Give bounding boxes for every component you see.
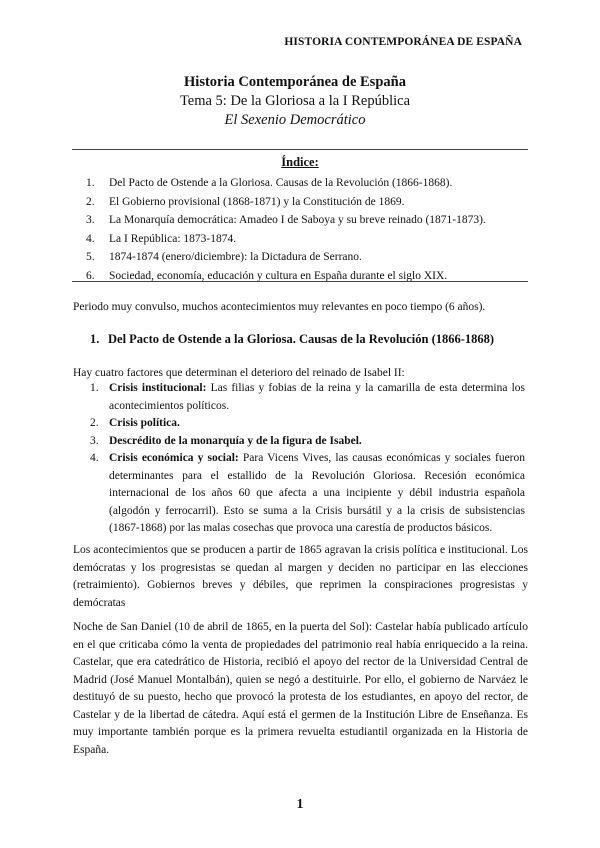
index-item (86, 174, 526, 193)
factor-bold: Crisis institucional: (109, 382, 207, 394)
title-block (0, 72, 600, 130)
body-paragraph-2: Noche de San Daniel (10 de abril de 1865, en la puerta del Sol): Castelar había publicado artículo en el que criticaba cómo la venta de propiedades del patrimonio real había enriquecido a la reina. Castelar, que era catedrático de Historia, recibió el apoyo del rector de la Universidad Central de Madrid (José Manuel Montalbán), quien se negó a destituirle. Por ello, el gobierno de Narváez le destituyó de su puesto, hecho que provocó la protesta de los estudiantes, en apoyo del rector, de Castelar y de la libertad de cátedra. Aquí está el germen de la Institución Libre de Enseñanza. Es muy importante también porque es la primera revuelta estudiantil organizada en la Historia de España. (73, 621, 528, 756)
factor-bold: Crisis política. (109, 417, 180, 429)
factor-item (90, 415, 525, 433)
page-number: 1 (296, 797, 304, 812)
factor-text: Las filias y fobias de la reina y la camarilla de esta determina los acontecimientos políticos. (109, 382, 525, 412)
index-item-text: La I República: 1873-1874. (109, 232, 237, 245)
index-item-text: La Monarquía democrática: Amadeo I de Saboya y su breve reinado (1871-1873). (109, 214, 486, 227)
section-heading-text: Del Pacto de Ostende a la Gloriosa. Causas de la Revolución (1866-1868) (108, 332, 495, 346)
index-item (86, 267, 526, 286)
document-subtitle-italic: El Sexenio Democrático (224, 112, 366, 128)
factor-text: Para Vicens Vives, las causas económicas y sociales fueron determinantes para el estallido de la Revolución Gloriosa. Recesión económica internacional de los años 60 que afecta a una incipiente y débil industria española (algodón y ferrocarril). Esto se suma a la Crisis bursátil y a la crisis de subsistencias (1867-1868) por las malas cosechas que provoca una carestía de productos básicos. (109, 452, 525, 534)
document-subtitle: Tema 5: De la Gloriosa a la I República (179, 93, 411, 109)
index-item-number: 5. (86, 251, 95, 264)
running-header: HISTORIA CONTEMPORÁNEA DE ESPAÑA (284, 36, 522, 48)
index-item (86, 193, 526, 212)
index-list (86, 174, 526, 286)
body-paragraph-1: Los acontecimientos que se producen a partir de 1865 agravan la crisis política e institucional. Los demócratas y los progresistas se quedan al margen y deciden no participar en las elecciones (retraimiento). Gobiernos breves y débiles, que reprimen la conspiraciones progresistas y demócratas (73, 544, 528, 609)
section-heading (90, 332, 530, 347)
index-item (86, 248, 526, 267)
index-item-text: 1874-1874 (enero/diciembre): la Dictadura de Serrano. (109, 251, 362, 264)
index-item-text: Del Pacto de Ostende a la Gloriosa. Causas de la Revolución (1866-1868). (109, 177, 453, 189)
factor-number: 3. (90, 434, 99, 447)
index-item-number: 1. (86, 177, 95, 189)
divider-bottom (72, 281, 528, 282)
index-item (86, 211, 526, 230)
factor-bold: Crisis económica y social: (109, 452, 239, 464)
factor-item (90, 450, 525, 538)
index-item-text: Sociedad, economía, educación y cultura en España durante el siglo XIX. (109, 269, 448, 282)
divider-top (72, 149, 528, 150)
index-item-number: 3. (86, 214, 95, 227)
index-title: Índice: (281, 155, 319, 169)
factor-item (90, 433, 525, 451)
index-item-number: 4. (86, 232, 95, 245)
factor-bold: Descrédito de la monarquía y de la figura de Isabel. (109, 434, 362, 447)
index-item-number: 2. (86, 195, 95, 208)
factors-intro: Hay cuatro factores que determinan el deterioro del reinado de Isabel II: (73, 367, 405, 379)
factor-number: 2. (90, 417, 99, 429)
factor-item (90, 380, 525, 415)
intro-paragraph: Periodo muy convulso, muchos acontecimientos muy relevantes en poco tiempo (6 años). (73, 301, 486, 313)
index-item-number: 6. (86, 269, 95, 282)
index-item (86, 230, 526, 249)
factor-number: 4. (90, 452, 99, 464)
factor-number: 1. (90, 382, 99, 394)
section-number: 1. (90, 332, 100, 346)
document-title: Historia Contemporánea de España (184, 74, 406, 90)
index-item-text: El Gobierno provisional (1868-1871) y la Constitución de 1869. (109, 195, 405, 208)
factors-list (90, 380, 525, 538)
